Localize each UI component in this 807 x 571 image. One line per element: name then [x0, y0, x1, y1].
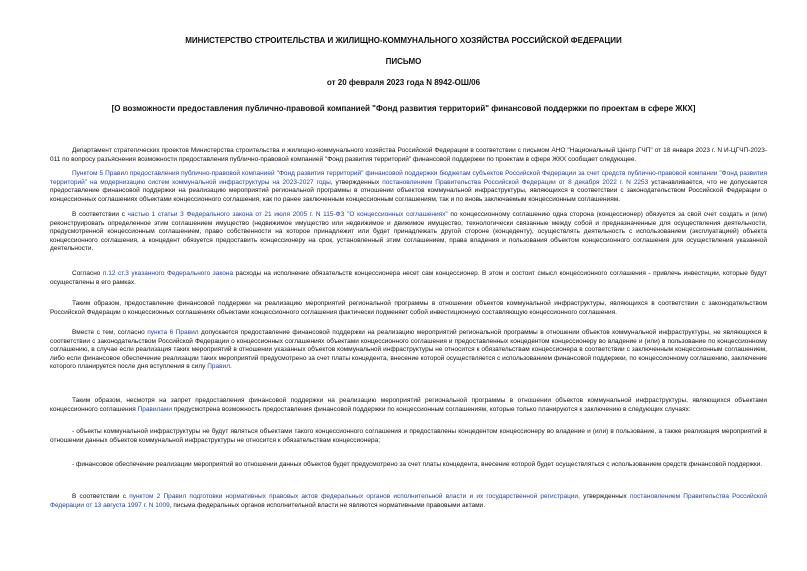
text-fragment: Таким образом, несмотря на запрет предоставления финансовой поддержки на реализацию мероприятий региональной программы в отношении объектов коммунальной инфраструктуры, являющихся объектами концессионного соглашения — [50, 397, 767, 413]
link-clause-12-article-3[interactable]: п.12 ст.3 указанного Федерального закона — [102, 270, 234, 277]
paragraph-legal-status — [50, 493, 767, 510]
paragraph-conclusion-2 — [50, 397, 767, 414]
document-type: ПИСЬМО — [385, 57, 422, 66]
link-rules[interactable]: Правил — [207, 363, 231, 370]
paragraph-intro: Департамент стратегических проектов Министерства строительства и жилищно-коммунального хозяйства Российской Федерации в соответствии с письмом АНО "Национальный Центр ГЧП" от 18 января 2023 г. N И-ЦГЧП-2023-011 по вопросу разъяснения возможности предоставления публично-правовой компанией "Фонд развития территорий" финансовой поддержки по проектам в сфере ЖКХ сообщает следующее. — [50, 147, 767, 163]
text-fragment: устанавливается, что не допускается предоставление финансовой поддержки на реализацию мероприятий региональной программы в отношении объектов коммунальной инфраструктуры, являющихся в соответствии с законодательством Российской Федерации о концессионных соглашениях объектами концессионного соглашения, как по ранее заключенным концессионным соглашениям, так и по вновь заключаемым концессионным соглашениям. — [50, 178, 767, 203]
link-rules-2[interactable]: Правилами — [137, 405, 173, 413]
link-rules-point-6[interactable]: пункта 6 Правил — [147, 329, 199, 336]
text-fragment: Вместе с тем, согласно — [72, 329, 148, 336]
document-title: [О возможности предоставления публично-правовой компанией "Фонд развития территорий" финансовой поддержки по проектам в сфере ЖКХ] — [111, 104, 696, 113]
document-date-number: от 20 февраля 2023 года N 8942-ОШ/06 — [326, 78, 481, 87]
paragraph-rule-5 — [50, 170, 767, 204]
list-item-case-1: - объекты коммунальной инфраструктуры не будут являться объектами такого концессионного соглашения и предоставлены концедентом концессионеру во владение и (или) в пользование, а также реализация мероприятий в отношении данных объектов коммунальной инфраструктуры не относится к обязательствам концессионера; — [50, 428, 767, 444]
paragraph-rule-6 — [50, 329, 767, 372]
ministry-heading: МИНИСТЕРСТВО СТРОИТЕЛЬСТВА И ЖИЛИЩНО-КОММУНАЛЬНОГО ХОЗЯЙСТВА РОССИЙСКОЙ ФЕДЕРАЦИИ — [185, 36, 622, 45]
link-law-115-fz[interactable]: частью 1 статьи 3 Федерального закона от 21 июля 2005 г. N 115-ФЗ "О концессионных соглашениях" — [127, 211, 448, 218]
text-fragment: , утвержденных — [330, 178, 383, 186]
paragraph-concession-definition — [50, 211, 767, 254]
link-rules-point-5[interactable]: Пунктом 5 Правил предоставления публично-правовой компанией "Фонд развития территорий" финансовой поддержки бюджетам субъектов Российской Федерации за счет средств публично-правовой компании "Фонд развития территорий" на модернизацию систем коммунальной инфраструктуры на 2023-2027 годы — [50, 170, 767, 186]
link-rules-1009-point-2[interactable]: пунктом 2 Правил подготовки нормативных правовых актов федеральных органов исполнительной власти и их государственной регистрации — [129, 493, 579, 500]
text-fragment: , утвержденных — [578, 493, 630, 500]
list-item-case-2: - финансовое обеспечение реализации мероприятий во отношении данных объектов будет предусмотрено за счет платы концедента, внесение которой будет осуществляться с использованием средств финансовой поддержки. — [72, 461, 763, 468]
text-fragment: . — [230, 363, 232, 370]
paragraph-concessionaire-costs — [50, 270, 767, 287]
text-fragment: по концессионному соглашению одна сторона (концессионер) обязуется за свой счет создать и (или) реконструировать определенное этим соглашением имущество (недвижимое имущество или недвижимое и движимое имущество, технологически связанные между собой и предназначенные для осуществления деятельности, предусмотренной концессионным соглашением, право собственности на которое принадлежит или будет принадлежать другой стороне (концеденту), осуществлять деятельность с использованием (эксплуатацией) объекта концессионного соглашения, а концедент обязуется предоставить концессионеру на срок, установленный этим соглашением, права владения и пользования объектом концессионного соглашения для осуществления указанной деятельности. — [50, 211, 768, 252]
text-fragment: расходы на исполнение обязательств концессионера несет сам концессионер. В этом и состоит смысл концессионного соглашения - привлечь инвестиции, которые будут осуществлены в его рамках. — [50, 270, 767, 286]
text-fragment: предусмотрена возможность предоставления финансовой поддержки по концессионным соглашениям, которые только планируются к заключению в следующих случаях: — [172, 405, 691, 413]
paragraph-conclusion-1: Таким образом, предоставление финансовой поддержки на реализацию мероприятий региональной программы в отношении объектов коммунальной инфраструктуры, являющихся в соответствии с законодательством Российской Федерации о концессионных соглашениях объектами концессионного соглашения фактически подменяет собой инвестиционную составляющую концессионного соглашения. — [50, 300, 767, 316]
link-government-decree-1009[interactable]: постановлением Правительства Российской Федерации от 13 августа 1997 г. N 1009 — [50, 493, 768, 509]
text-fragment: Согласно — [72, 270, 103, 277]
link-government-decree-2253[interactable]: постановлением Правительства Российской Федерации от 8 декабря 2022 г. N 2253 — [382, 178, 649, 186]
text-fragment: , письма федеральных органов исполнительной власти не являются нормативными правовыми актами. — [169, 501, 485, 509]
text-fragment: допускается предоставление финансовой поддержки на реализацию мероприятий региональной программы в отношении объектов коммунальной инфраструктуры, не являющихся в соответствии с законодательством Российской Федерации о концессионных соглашениях объектами концессионного соглашения и предоставленных концедентом концессионеру во владение и (или) в пользование по концессионному соглашению, в случае если реализация таких мероприятий в отношении указанных объектов коммунальной инфраструктуры не относится к обязательствам концессионера в соответствии с заключенным концессионным соглашением, либо если финансовое обеспечение реализации таких мероприятий предусмотрено за счет платы концедента, внесение которой осуществляется с использованием финансовой поддержки, по концессионному соглашению, заключение которого планируется после дня вступления в силу — [50, 329, 767, 370]
text-fragment: В соответствии с — [72, 211, 128, 218]
text-fragment: В соответствии с — [72, 493, 130, 500]
